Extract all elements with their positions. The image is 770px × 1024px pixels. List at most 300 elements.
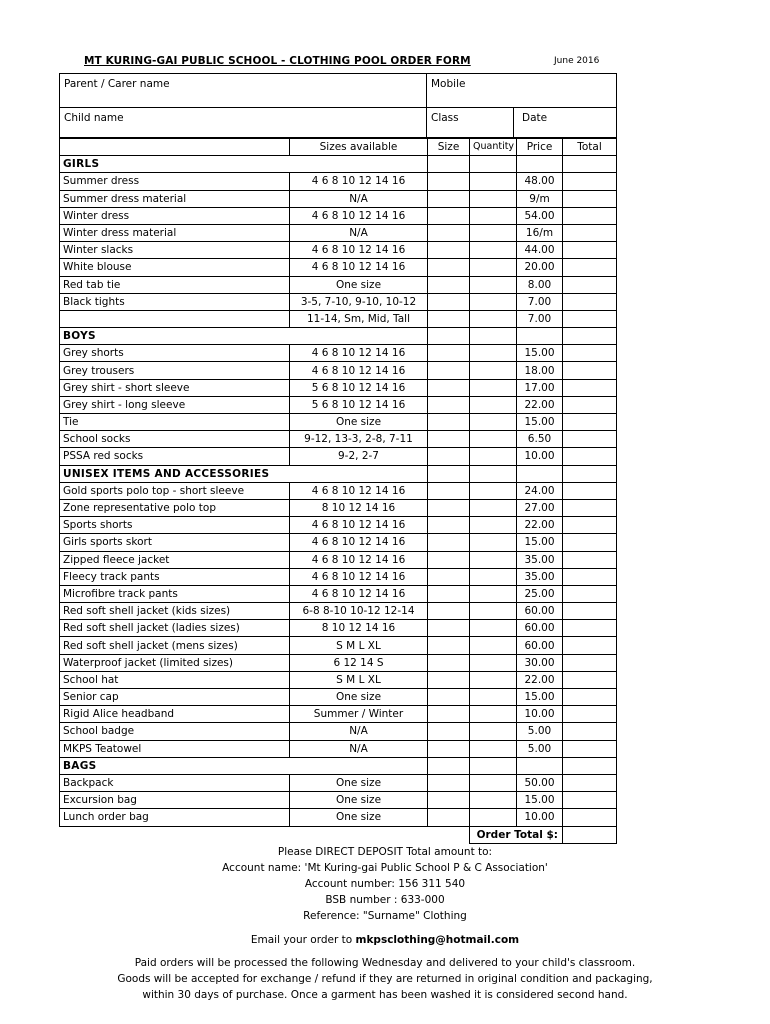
item-row <box>60 517 617 534</box>
item-name: School badge <box>60 723 290 740</box>
item-name: School hat <box>60 671 290 688</box>
item-price: 15.00 <box>517 689 563 706</box>
item-row <box>60 224 617 241</box>
item-price: 7.00 <box>517 293 563 310</box>
total-cell[interactable] <box>563 689 617 706</box>
item-name: Zipped fleece jacket <box>60 551 290 568</box>
total-cell[interactable] <box>563 551 617 568</box>
size-cell[interactable] <box>428 310 470 327</box>
item-row <box>60 585 617 602</box>
size-cell[interactable] <box>428 551 470 568</box>
quantity-cell[interactable] <box>470 706 517 723</box>
item-price: 50.00 <box>517 774 563 791</box>
item-row <box>60 620 617 637</box>
item-sizes: S M L XL <box>290 637 428 654</box>
item-name: Excursion bag <box>60 792 290 809</box>
item-price: 10.00 <box>517 809 563 826</box>
note-line-2: Goods will be accepted for exchange / refund if they are returned in original condition and packaging, <box>117 973 653 985</box>
item-row <box>60 310 617 327</box>
item-row <box>60 207 617 224</box>
item-price: 54.00 <box>517 207 563 224</box>
contact-info-table <box>59 73 617 138</box>
item-name: Summer dress material <box>60 190 290 207</box>
item-row <box>60 276 617 293</box>
item-price: 60.00 <box>517 620 563 637</box>
quantity-cell[interactable] <box>470 689 517 706</box>
size-cell[interactable] <box>428 207 470 224</box>
terms-notes <box>0 955 770 1003</box>
item-row <box>60 568 617 585</box>
size-header: Size <box>428 139 470 156</box>
size-cell[interactable] <box>428 568 470 585</box>
quantity-cell[interactable] <box>470 671 517 688</box>
item-sizes: One size <box>290 774 428 791</box>
section-heading-row <box>60 465 617 482</box>
quantity-cell[interactable] <box>470 482 517 499</box>
item-name: Red soft shell jacket (mens sizes) <box>60 637 290 654</box>
total-cell[interactable] <box>563 706 617 723</box>
size-cell[interactable] <box>428 414 470 431</box>
size-cell[interactable] <box>428 723 470 740</box>
item-price: 22.00 <box>517 671 563 688</box>
note-line-3: within 30 days of purchase. Once a garment has been washed it is considered second hand. <box>142 989 628 1001</box>
quantity-header: Quantity <box>470 139 517 156</box>
total-cell[interactable] <box>563 603 617 620</box>
item-price: 48.00 <box>517 173 563 190</box>
note-line-1: Paid orders will be processed the following Wednesday and delivered to your child's classroom. <box>134 957 636 969</box>
item-name: Grey shirt - short sleeve <box>60 379 290 396</box>
section-heading-row <box>60 757 617 774</box>
quantity-cell[interactable] <box>470 774 517 791</box>
size-cell[interactable] <box>428 792 470 809</box>
item-price: 24.00 <box>517 482 563 499</box>
section-heading: BOYS <box>60 328 428 345</box>
item-name: Sports shorts <box>60 517 290 534</box>
section-heading: GIRLS <box>60 156 428 173</box>
size-cell[interactable] <box>428 740 470 757</box>
total-cell[interactable] <box>563 774 617 791</box>
size-cell[interactable] <box>428 362 470 379</box>
total-cell[interactable] <box>563 276 617 293</box>
item-sizes: One size <box>290 276 428 293</box>
size-cell[interactable] <box>428 379 470 396</box>
size-cell[interactable] <box>428 757 470 774</box>
total-cell[interactable] <box>563 379 617 396</box>
item-sizes: 3-5, 7-10, 9-10, 10-12 <box>290 293 428 310</box>
item-sizes: 9-12, 13-3, 2-8, 7-11 <box>290 431 428 448</box>
quantity-cell[interactable] <box>470 396 517 413</box>
form-date: June 2016 <box>554 56 600 66</box>
size-cell[interactable] <box>428 689 470 706</box>
date-field[interactable] <box>514 108 617 138</box>
item-price: 15.00 <box>517 792 563 809</box>
total-cell[interactable] <box>563 156 617 173</box>
item-sizes: 4 6 8 10 12 14 16 <box>290 482 428 499</box>
item-price: 15.00 <box>517 414 563 431</box>
payment-line-4: BSB number : 633-000 <box>325 894 445 906</box>
item-price: 60.00 <box>517 637 563 654</box>
item-name: White blouse <box>60 259 290 276</box>
item-price: 27.00 <box>517 499 563 516</box>
total-cell[interactable] <box>563 654 617 671</box>
size-cell[interactable] <box>428 671 470 688</box>
item-name: Gold sports polo top - short sleeve <box>60 482 290 499</box>
item-price: 25.00 <box>517 585 563 602</box>
order-total-label: Order Total $: <box>470 826 563 843</box>
quantity-cell[interactable] <box>470 603 517 620</box>
child-name-label: Child name <box>64 112 124 124</box>
quantity-cell[interactable] <box>470 551 517 568</box>
size-cell[interactable] <box>428 603 470 620</box>
section-heading: BAGS <box>60 757 428 774</box>
item-price: 10.00 <box>517 706 563 723</box>
class-field[interactable] <box>427 108 514 138</box>
item-sizes: 4 6 8 10 12 14 16 <box>290 534 428 551</box>
quantity-cell[interactable] <box>470 654 517 671</box>
item-sizes: 6 12 14 S <box>290 654 428 671</box>
quantity-cell[interactable] <box>470 620 517 637</box>
section-heading-row <box>60 156 617 173</box>
size-cell[interactable] <box>428 156 470 173</box>
item-sizes: 9-2, 2-7 <box>290 448 428 465</box>
item-sizes: N/A <box>290 740 428 757</box>
quantity-cell[interactable] <box>470 293 517 310</box>
item-name: Tie <box>60 414 290 431</box>
item-sizes: 11-14, Sm, Mid, Tall <box>290 310 428 327</box>
payment-instructions <box>0 844 770 924</box>
size-cell[interactable] <box>428 276 470 293</box>
order-total-field[interactable] <box>563 826 617 843</box>
price-cell <box>517 156 563 173</box>
price-header: Price <box>517 139 563 156</box>
total-cell[interactable] <box>563 448 617 465</box>
size-cell[interactable] <box>428 774 470 791</box>
payment-line-5: Reference: "Surname" Clothing <box>303 910 467 922</box>
total-cell[interactable] <box>563 328 617 345</box>
quantity-cell[interactable] <box>470 310 517 327</box>
total-cell[interactable] <box>563 345 617 362</box>
item-price: 15.00 <box>517 345 563 362</box>
item-row <box>60 345 617 362</box>
price-cell <box>517 328 563 345</box>
child-name-field[interactable] <box>60 108 427 138</box>
total-cell[interactable] <box>563 499 617 516</box>
item-price: 9/m <box>517 190 563 207</box>
mobile-field[interactable] <box>427 74 617 108</box>
item-name: Waterproof jacket (limited sizes) <box>60 654 290 671</box>
size-cell[interactable] <box>428 242 470 259</box>
item-sizes: 8 10 12 14 16 <box>290 620 428 637</box>
item-sizes: Summer / Winter <box>290 706 428 723</box>
item-price: 8.00 <box>517 276 563 293</box>
item-price: 60.00 <box>517 603 563 620</box>
item-price: 44.00 <box>517 242 563 259</box>
item-sizes: 4 6 8 10 12 14 16 <box>290 568 428 585</box>
item-name: Black tights <box>60 293 290 310</box>
item-price: 17.00 <box>517 379 563 396</box>
item-name: Winter slacks <box>60 242 290 259</box>
item-price: 5.00 <box>517 740 563 757</box>
total-cell[interactable] <box>563 431 617 448</box>
item-sizes: 8 10 12 14 16 <box>290 499 428 516</box>
total-cell[interactable] <box>563 465 617 482</box>
item-row <box>60 671 617 688</box>
quantity-cell[interactable] <box>470 242 517 259</box>
total-cell[interactable] <box>563 637 617 654</box>
total-cell[interactable] <box>563 242 617 259</box>
item-name: Rigid Alice headband <box>60 706 290 723</box>
quantity-cell[interactable] <box>470 224 517 241</box>
size-cell[interactable] <box>428 345 470 362</box>
form-title: MT KURING-GAI PUBLIC SCHOOL - CLOTHING POOL ORDER FORM <box>84 55 471 67</box>
total-cell[interactable] <box>563 809 617 826</box>
total-cell[interactable] <box>563 671 617 688</box>
email-address-link[interactable]: mkpsclothing@hotmail.com <box>355 934 520 946</box>
quantity-cell[interactable] <box>470 156 517 173</box>
size-cell[interactable] <box>428 499 470 516</box>
total-cell[interactable] <box>563 517 617 534</box>
item-row <box>60 293 617 310</box>
item-price: 18.00 <box>517 362 563 379</box>
item-name: Fleecy track pants <box>60 568 290 585</box>
quantity-cell[interactable] <box>470 362 517 379</box>
item-name: Senior cap <box>60 689 290 706</box>
item-name: Red soft shell jacket (kids sizes) <box>60 603 290 620</box>
item-sizes: 4 6 8 10 12 14 16 <box>290 345 428 362</box>
sizes-header: Sizes available <box>290 139 428 156</box>
item-row <box>60 792 617 809</box>
item-name: Winter dress <box>60 207 290 224</box>
mobile-label: Mobile <box>431 78 466 90</box>
item-row <box>60 362 617 379</box>
size-cell[interactable] <box>428 173 470 190</box>
item-price: 20.00 <box>517 259 563 276</box>
order-total-row <box>60 826 617 843</box>
item-row <box>60 637 617 654</box>
item-sizes: 6-8 8-10 10-12 12-14 <box>290 603 428 620</box>
quantity-cell[interactable] <box>470 379 517 396</box>
item-sizes: One size <box>290 414 428 431</box>
size-cell[interactable] <box>428 328 470 345</box>
price-cell <box>517 757 563 774</box>
item-name: Grey shirt - long sleeve <box>60 396 290 413</box>
item-name: PSSA red socks <box>60 448 290 465</box>
size-cell[interactable] <box>428 654 470 671</box>
quantity-cell[interactable] <box>470 276 517 293</box>
item-sizes: One size <box>290 792 428 809</box>
size-cell[interactable] <box>428 431 470 448</box>
item-sizes: N/A <box>290 224 428 241</box>
item-price: 30.00 <box>517 654 563 671</box>
item-row <box>60 774 617 791</box>
total-cell[interactable] <box>563 414 617 431</box>
total-cell[interactable] <box>563 259 617 276</box>
item-price: 10.00 <box>517 448 563 465</box>
item-price: 35.00 <box>517 551 563 568</box>
quantity-cell[interactable] <box>470 723 517 740</box>
size-cell[interactable] <box>428 190 470 207</box>
total-cell[interactable] <box>563 362 617 379</box>
quantity-cell[interactable] <box>470 517 517 534</box>
size-cell[interactable] <box>428 585 470 602</box>
total-cell[interactable] <box>563 190 617 207</box>
total-cell[interactable] <box>563 482 617 499</box>
item-sizes: 4 6 8 10 12 14 16 <box>290 551 428 568</box>
total-cell[interactable] <box>563 396 617 413</box>
email-prefix: Email your order to <box>250 934 356 946</box>
item-sizes: One size <box>290 689 428 706</box>
item-sizes: S M L XL <box>290 671 428 688</box>
item-name: Zone representative polo top <box>60 499 290 516</box>
quantity-cell[interactable] <box>470 173 517 190</box>
item-row <box>60 740 617 757</box>
payment-line-2: Account name: 'Mt Kuring-gai Public School P & C Association' <box>222 862 548 874</box>
quantity-cell[interactable] <box>470 757 517 774</box>
item-name: Grey trousers <box>60 362 290 379</box>
quantity-cell[interactable] <box>470 809 517 826</box>
quantity-cell[interactable] <box>470 499 517 516</box>
item-price: 22.00 <box>517 517 563 534</box>
item-price: 7.00 <box>517 310 563 327</box>
parent-name-label: Parent / Carer name <box>64 78 170 90</box>
item-sizes: 4 6 8 10 12 14 16 <box>290 259 428 276</box>
total-cell[interactable] <box>563 792 617 809</box>
price-cell <box>517 465 563 482</box>
item-name: Winter dress material <box>60 224 290 241</box>
item-row <box>60 259 617 276</box>
size-cell[interactable] <box>428 482 470 499</box>
quantity-cell[interactable] <box>470 792 517 809</box>
size-cell[interactable] <box>428 396 470 413</box>
total-cell[interactable] <box>563 293 617 310</box>
size-cell[interactable] <box>428 293 470 310</box>
item-name: Red soft shell jacket (ladies sizes) <box>60 620 290 637</box>
size-cell[interactable] <box>428 448 470 465</box>
item-sizes: N/A <box>290 723 428 740</box>
quantity-cell[interactable] <box>470 568 517 585</box>
item-row <box>60 482 617 499</box>
item-header <box>60 139 290 156</box>
quantity-cell[interactable] <box>470 190 517 207</box>
item-row <box>60 706 617 723</box>
item-price: 5.00 <box>517 723 563 740</box>
item-name: Microfibre track pants <box>60 585 290 602</box>
item-row <box>60 396 617 413</box>
total-cell[interactable] <box>563 585 617 602</box>
order-total-spacer <box>60 826 470 843</box>
item-name: Girls sports skort <box>60 534 290 551</box>
item-sizes: One size <box>290 809 428 826</box>
date-label: Date <box>522 112 548 124</box>
item-sizes: 4 6 8 10 12 14 16 <box>290 362 428 379</box>
quantity-cell[interactable] <box>470 345 517 362</box>
item-sizes: 5 6 8 10 12 14 16 <box>290 379 428 396</box>
size-cell[interactable] <box>428 534 470 551</box>
quantity-cell[interactable] <box>470 259 517 276</box>
quantity-cell[interactable] <box>470 328 517 345</box>
item-row <box>60 654 617 671</box>
size-cell[interactable] <box>428 620 470 637</box>
total-cell[interactable] <box>563 620 617 637</box>
quantity-cell[interactable] <box>470 207 517 224</box>
item-name: MKPS Teatowel <box>60 740 290 757</box>
item-price: 15.00 <box>517 534 563 551</box>
item-sizes: 5 6 8 10 12 14 16 <box>290 396 428 413</box>
class-label: Class <box>431 112 459 124</box>
section-heading-row <box>60 328 617 345</box>
quantity-cell[interactable] <box>470 585 517 602</box>
email-instructions <box>0 932 770 948</box>
total-cell[interactable] <box>563 534 617 551</box>
item-name: Backpack <box>60 774 290 791</box>
item-name <box>60 310 290 327</box>
item-row <box>60 809 617 826</box>
item-row <box>60 723 617 740</box>
total-header: Total <box>563 139 617 156</box>
total-cell[interactable] <box>563 207 617 224</box>
item-row <box>60 689 617 706</box>
quantity-cell[interactable] <box>470 465 517 482</box>
item-row <box>60 173 617 190</box>
size-cell[interactable] <box>428 517 470 534</box>
total-cell[interactable] <box>563 740 617 757</box>
item-price: 22.00 <box>517 396 563 413</box>
size-cell[interactable] <box>428 224 470 241</box>
quantity-cell[interactable] <box>470 637 517 654</box>
item-row <box>60 499 617 516</box>
item-row <box>60 448 617 465</box>
item-sizes: 4 6 8 10 12 14 16 <box>290 585 428 602</box>
total-cell[interactable] <box>563 568 617 585</box>
payment-line-1: Please DIRECT DEPOSIT Total amount to: <box>277 846 493 858</box>
item-sizes: 4 6 8 10 12 14 16 <box>290 207 428 224</box>
item-sizes: 4 6 8 10 12 14 16 <box>290 242 428 259</box>
item-sizes: 4 6 8 10 12 14 16 <box>290 173 428 190</box>
item-sizes: 4 6 8 10 12 14 16 <box>290 517 428 534</box>
item-row <box>60 242 617 259</box>
item-row <box>60 534 617 551</box>
total-cell[interactable] <box>563 173 617 190</box>
size-cell[interactable] <box>428 259 470 276</box>
item-sizes: N/A <box>290 190 428 207</box>
item-row <box>60 379 617 396</box>
item-name: Lunch order bag <box>60 809 290 826</box>
item-row <box>60 603 617 620</box>
total-cell[interactable] <box>563 757 617 774</box>
total-cell[interactable] <box>563 310 617 327</box>
parent-name-field[interactable] <box>60 74 427 108</box>
item-row <box>60 190 617 207</box>
total-cell[interactable] <box>563 224 617 241</box>
quantity-cell[interactable] <box>470 431 517 448</box>
item-row <box>60 551 617 568</box>
payment-line-3: Account number: 156 311 540 <box>304 878 466 890</box>
total-cell[interactable] <box>563 723 617 740</box>
quantity-cell[interactable] <box>470 740 517 757</box>
quantity-cell[interactable] <box>470 448 517 465</box>
item-price: 6.50 <box>517 431 563 448</box>
item-name: School socks <box>60 431 290 448</box>
size-cell[interactable] <box>428 465 470 482</box>
size-cell[interactable] <box>428 637 470 654</box>
quantity-cell[interactable] <box>470 414 517 431</box>
size-cell[interactable] <box>428 809 470 826</box>
quantity-cell[interactable] <box>470 534 517 551</box>
item-name: Summer dress <box>60 173 290 190</box>
item-price: 35.00 <box>517 568 563 585</box>
size-cell[interactable] <box>428 706 470 723</box>
item-price: 16/m <box>517 224 563 241</box>
